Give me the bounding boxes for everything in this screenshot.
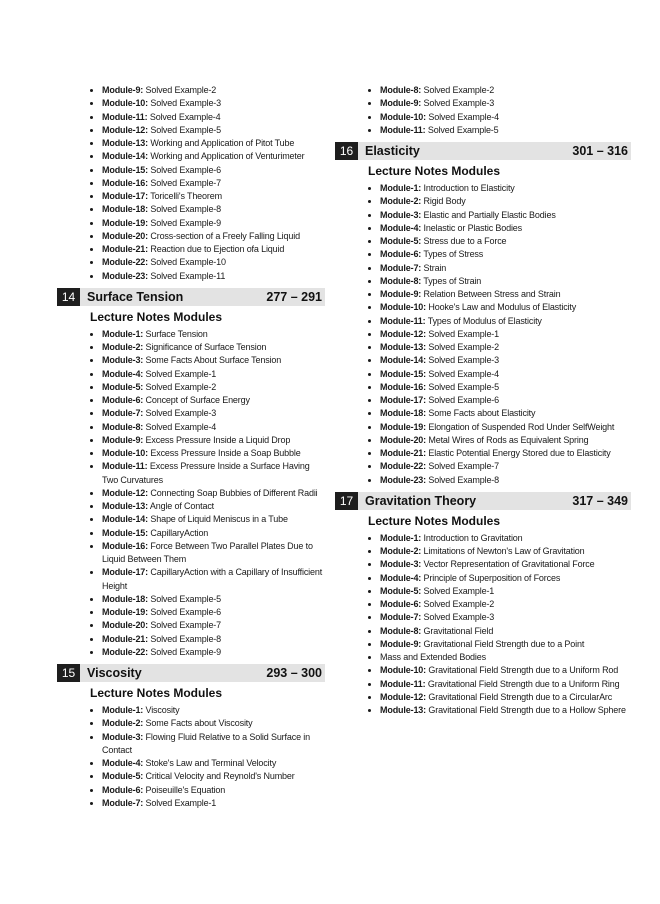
module-label: Module-6: — [102, 395, 144, 405]
module-item — [368, 651, 631, 664]
module-label: Module-19: — [102, 217, 149, 228]
module-label: Module-23: — [380, 474, 427, 485]
section-heading: Lecture Notes Modules — [368, 164, 501, 178]
module-title: Solved Example-3 — [150, 98, 222, 109]
module-label: Module-22: — [380, 461, 427, 472]
module-item — [90, 84, 325, 97]
module-label: Module-14: — [102, 151, 149, 162]
module-label: Module-11: — [380, 124, 426, 135]
module-title: Solved Example-10 — [150, 257, 226, 268]
module-label: Module-11: — [380, 315, 426, 326]
module-item — [368, 394, 631, 407]
module-item — [368, 558, 631, 571]
module-item — [368, 301, 631, 314]
chapter-title: Elasticity — [365, 144, 420, 158]
module-title: Types of Stress — [423, 249, 484, 260]
module-label: Module-7: — [380, 612, 422, 623]
module-item — [368, 195, 631, 208]
module-label: Module-12: — [380, 691, 427, 702]
module-label: Module-12: — [380, 328, 427, 339]
module-item — [368, 275, 631, 288]
module-title: CapillaryAction — [150, 527, 209, 538]
module-item — [90, 606, 325, 619]
module-title: Solved Example-6 — [428, 395, 500, 405]
module-title: Gravitational Field — [423, 625, 494, 636]
module-title: Shape of Liquid Meniscus in a Tube — [150, 514, 288, 525]
module-title: Relation Between Stress and Strain — [423, 289, 561, 299]
module-list — [57, 704, 325, 810]
section-heading: Lecture Notes Modules — [90, 686, 223, 700]
module-label: Module-14: — [102, 514, 149, 525]
module-title: Gravitational Field Strength due to a Hollow Sphere — [428, 705, 626, 715]
chapter-page-range: 317 – 349 — [572, 493, 628, 508]
module-item — [90, 124, 325, 137]
module-label: Module-6: — [380, 599, 422, 609]
module-item — [368, 235, 631, 248]
module-item — [368, 222, 631, 235]
module-title: Rigid Body — [423, 196, 466, 207]
module-label: Module-4: — [102, 758, 144, 768]
module-title: Solved Example-4 — [428, 111, 500, 122]
module-title: Solved Example-6 — [150, 607, 222, 617]
module-item — [90, 230, 325, 243]
module-title: Solved Example-6 — [150, 164, 222, 175]
module-title: Solved Example-5 — [150, 593, 222, 604]
module-list — [335, 84, 631, 137]
module-label: Module-2: — [380, 546, 422, 556]
module-item — [90, 164, 325, 177]
module-title: Solved Example-3 — [428, 355, 500, 366]
module-label: Module-10: — [380, 302, 427, 313]
module-title: Concept of Surface Energy — [145, 395, 250, 405]
module-title: Elastic and Partially Elastic Bodies — [423, 209, 556, 220]
module-label: Module-9: — [102, 85, 144, 95]
module-item — [90, 150, 325, 163]
module-item — [90, 97, 325, 110]
module-title: Solved Example-7 — [150, 620, 222, 631]
module-item — [368, 585, 631, 598]
module-label: Module-10: — [380, 111, 427, 122]
module-title: Inelastic or Plastic Bodies — [423, 222, 523, 233]
module-item — [90, 566, 325, 593]
module-title: Principle of Superposition of Forces — [423, 572, 561, 583]
module-title: Solved Example-3 — [423, 98, 495, 109]
module-label: Module-9: — [380, 289, 422, 299]
chapter-number: 15 — [57, 664, 80, 682]
module-item — [368, 97, 631, 110]
module-item — [90, 593, 325, 606]
module-label: Module-13: — [102, 138, 149, 148]
module-label: Module-4: — [380, 572, 422, 583]
chapter-number: 17 — [335, 492, 358, 510]
module-title: CapillaryAction with a Capillary of Insufficient Height — [102, 567, 323, 591]
module-item — [90, 137, 325, 150]
module-label: Module-17: — [380, 395, 427, 405]
module-title: Surface Tension — [145, 328, 208, 339]
module-label: Module-22: — [102, 257, 149, 268]
module-title: Types of Modulus of Elasticity — [427, 315, 542, 326]
module-title: Excess Pressure Inside a Soap Bubble — [150, 448, 301, 458]
module-title: Gravitational Field Strength due to a CircularArc — [428, 691, 613, 702]
section-heading: Lecture Notes Modules — [90, 309, 223, 324]
module-item — [90, 421, 325, 434]
module-label: Module-18: — [380, 408, 427, 419]
module-item — [90, 757, 325, 770]
module-title: Viscosity — [145, 705, 180, 715]
module-title: Solved Example-4 — [145, 421, 217, 432]
module-item — [368, 328, 631, 341]
module-item — [368, 572, 631, 585]
module-item — [90, 381, 325, 394]
module-item — [90, 731, 325, 758]
module-item — [90, 784, 325, 797]
module-title: Strain — [423, 262, 447, 273]
module-list — [57, 84, 325, 283]
chapter-page-range: 277 – 291 — [266, 289, 322, 304]
module-label: Module-21: — [102, 633, 149, 644]
module-item — [90, 619, 325, 632]
module-title: Gravitational Field Strength due to a Uniform Ring — [427, 678, 620, 689]
module-item — [368, 421, 631, 434]
module-title: Solved Example-8 — [150, 204, 222, 215]
module-item — [90, 434, 325, 447]
chapter-header — [335, 492, 631, 510]
chapter-page-range: 301 – 316 — [572, 144, 628, 158]
module-list — [335, 182, 631, 487]
module-label: Module-5: — [102, 771, 144, 782]
module-label: Module-16: — [102, 177, 149, 188]
module-label: Module-11: — [380, 678, 426, 689]
module-list — [57, 328, 325, 659]
module-label: Module-21: — [380, 448, 427, 458]
module-title: Solved Example-1 — [423, 585, 495, 596]
module-title: Hooke's Law and Modulus of Elasticity — [428, 302, 577, 313]
module-label: Module-2: — [102, 718, 144, 729]
module-title: Metal Wires of Rods as Equivalent Spring — [428, 434, 589, 445]
module-item — [90, 487, 325, 500]
module-title: Solved Example-3 — [145, 408, 217, 419]
module-item — [90, 190, 325, 203]
module-label: Module-9: — [380, 638, 422, 649]
module-item — [368, 381, 631, 394]
module-label: Module-9: — [380, 98, 422, 109]
module-title: Introduction to Elasticity — [423, 183, 515, 193]
module-item — [368, 598, 631, 611]
module-title: Some Facts About Surface Tension — [145, 355, 282, 366]
module-item — [368, 288, 631, 301]
module-item — [368, 532, 631, 545]
module-title: Working and Application of Pitot Tube — [150, 138, 295, 148]
module-title: Solved Example-4 — [149, 111, 221, 122]
module-item — [368, 341, 631, 354]
module-label: Module-16: — [380, 381, 427, 392]
module-item — [368, 664, 631, 677]
module-label: Module-15: — [380, 368, 427, 379]
module-item — [90, 341, 325, 354]
module-title: Solved Example-2 — [423, 599, 495, 609]
module-label: Module-7: — [102, 408, 144, 419]
module-label: Module-1: — [380, 532, 422, 543]
module-label: Module-3: — [380, 559, 422, 570]
module-item — [368, 434, 631, 447]
module-item — [90, 368, 325, 381]
module-list — [335, 532, 631, 718]
module-title: Toricelli's Theorem — [150, 191, 222, 201]
module-label: Module-8: — [380, 625, 422, 636]
module-title: Solved Example-4 — [428, 368, 500, 379]
module-title: Force Between Two Parallel Plates Due to Liquid Between Them — [102, 540, 313, 564]
module-label: Module-3: — [102, 731, 144, 742]
module-item — [90, 447, 325, 460]
module-label: Module-1: — [102, 328, 144, 339]
module-label: Module-14: — [380, 355, 427, 366]
chapter-title: Gravitation Theory — [365, 493, 477, 508]
module-item — [90, 111, 325, 124]
module-title: Introduction to Gravitation — [423, 532, 523, 543]
module-title: Types of Strain — [423, 275, 482, 286]
module-label: Module-15: — [102, 164, 149, 175]
module-title: Connecting Soap Bubbies of Different Radii — [150, 487, 318, 498]
chapter-header — [57, 664, 325, 682]
module-title: Limitations of Newton's Law of Gravitation — [423, 546, 585, 556]
module-label: Module-10: — [102, 98, 149, 109]
module-item — [90, 243, 325, 256]
module-label: Module-5: — [380, 585, 422, 596]
module-label: Module-3: — [380, 209, 422, 220]
module-item — [368, 625, 631, 638]
module-title: Excess Pressure Inside a Surface Having Two Curvatures — [102, 461, 310, 485]
module-title: Some Facts about Viscosity — [145, 718, 253, 729]
module-label: Module-3: — [102, 355, 144, 366]
module-title: Stoke's Law and Terminal Velocity — [145, 758, 277, 768]
module-title: Solved Example-1 — [145, 797, 217, 808]
module-title: Excess Pressure Inside a Liquid Drop — [145, 434, 291, 445]
module-label: Module-2: — [380, 196, 422, 207]
module-title: Elongation of Suspended Rod Under SelfWeight — [428, 421, 615, 432]
chapter-header — [57, 288, 325, 306]
module-label: Module-21: — [102, 244, 149, 254]
module-label: Module-17: — [102, 191, 149, 201]
module-item — [368, 111, 631, 124]
module-title: Critical Velocity and Reynold's Number — [145, 771, 295, 782]
module-label: Module-19: — [380, 421, 427, 432]
module-label: Module-10: — [380, 665, 427, 676]
section-heading: Lecture Notes Modules — [368, 513, 501, 528]
module-item — [90, 646, 325, 659]
chapter-number: 14 — [57, 288, 80, 306]
module-title: Mass and Extended Bodies — [380, 652, 486, 662]
module-label: Module-13: — [380, 705, 427, 715]
module-label: Module-20: — [380, 434, 427, 445]
module-label: Module-18: — [102, 593, 149, 604]
module-label: Module-9: — [102, 434, 144, 445]
module-title: Stress due to a Force — [423, 236, 507, 246]
module-label: Module-5: — [102, 381, 144, 392]
module-item — [368, 545, 631, 558]
module-item — [90, 770, 325, 783]
module-title: Gravitational Field Strength due to a Point — [423, 638, 585, 649]
module-item — [90, 540, 325, 567]
chapter-number: 16 — [335, 142, 358, 160]
module-item — [90, 217, 325, 230]
module-label: Module-13: — [102, 501, 149, 511]
module-title: Reaction due to Ejection ofa Liquid — [150, 244, 285, 254]
module-item — [368, 315, 631, 328]
module-item — [368, 84, 631, 97]
module-title: Solved Example-1 — [428, 328, 500, 339]
module-item — [90, 704, 325, 717]
module-item — [90, 270, 325, 283]
module-label: Module-11: — [102, 111, 148, 122]
module-label: Module-12: — [102, 124, 149, 135]
module-label: Module-6: — [380, 249, 422, 260]
module-label: Module-8: — [102, 421, 144, 432]
module-label: Module-18: — [102, 204, 149, 215]
module-item — [90, 513, 325, 526]
module-label: Module-4: — [380, 222, 422, 233]
module-title: Elastic Potential Energy Stored due to Elasticity — [428, 448, 611, 458]
module-item — [368, 248, 631, 261]
left-column — [57, 84, 325, 810]
module-title: Solved Example-8 — [428, 474, 500, 485]
module-title: Solved Example-2 — [145, 85, 217, 95]
module-label: Module-1: — [380, 183, 422, 193]
module-label: Module-5: — [380, 236, 422, 246]
module-label: Module-4: — [102, 368, 144, 379]
module-item — [368, 678, 631, 691]
chapter-page-range: 293 – 300 — [266, 666, 322, 680]
module-title: Solved Example-2 — [145, 381, 217, 392]
module-label: Module-6: — [102, 784, 144, 795]
module-title: Solved Example-9 — [150, 217, 222, 228]
module-label: Module-8: — [380, 85, 422, 95]
module-label: Module-16: — [102, 540, 149, 551]
module-item — [368, 262, 631, 275]
module-item — [368, 638, 631, 651]
module-item — [90, 460, 325, 487]
module-title: Flowing Fluid Relative to a Solid Surface in Contact — [102, 731, 310, 755]
module-title: Solved Example-7 — [428, 461, 500, 472]
module-item — [368, 368, 631, 381]
module-title: Cross-section of a Freely Falling Liquid — [150, 230, 300, 241]
module-item — [90, 177, 325, 190]
module-title: Angle of Contact — [149, 501, 215, 511]
module-label: Module-13: — [380, 342, 427, 352]
module-item — [368, 354, 631, 367]
module-item — [368, 460, 631, 473]
module-label: Module-19: — [102, 607, 149, 617]
module-label: Module-10: — [102, 448, 149, 458]
module-item — [90, 394, 325, 407]
module-title: Solved Example-9 — [150, 646, 222, 657]
chapter-title: Surface Tension — [87, 289, 184, 304]
module-title: Solved Example-3 — [423, 612, 495, 623]
module-label: Module-20: — [102, 230, 149, 241]
module-label: Module-7: — [380, 262, 422, 273]
module-item — [90, 354, 325, 367]
module-title: Solved Example-7 — [150, 177, 222, 188]
module-item — [90, 203, 325, 216]
module-label: Module-2: — [102, 342, 144, 352]
module-title: Solved Example-1 — [145, 368, 217, 379]
module-item — [90, 328, 325, 341]
module-item — [90, 527, 325, 540]
module-label: Module-20: — [102, 620, 149, 631]
module-title: Significance of Surface Tension — [145, 342, 267, 352]
module-title: Vector Representation of Gravitational Force — [423, 559, 595, 570]
module-item — [368, 691, 631, 704]
module-item — [368, 447, 631, 460]
module-item — [368, 704, 631, 717]
module-item — [368, 182, 631, 195]
right-column — [335, 84, 631, 717]
module-item — [368, 474, 631, 487]
module-title: Solved Example-5 — [428, 381, 500, 392]
module-item — [368, 209, 631, 222]
module-item — [368, 407, 631, 420]
module-label: Module-7: — [102, 797, 144, 808]
module-label: Module-8: — [380, 275, 422, 286]
module-label: Module-22: — [102, 646, 149, 657]
module-title: Some Facts about Elasticity — [428, 408, 536, 419]
module-title: Solved Example-8 — [150, 633, 222, 644]
module-title: Solved Example-11 — [150, 270, 226, 281]
module-item — [90, 717, 325, 730]
module-label: Module-23: — [102, 270, 149, 281]
chapter-header — [335, 142, 631, 160]
module-label: Module-12: — [102, 487, 149, 498]
module-title: Solved Example-2 — [423, 85, 495, 95]
module-item — [90, 500, 325, 513]
module-item — [368, 124, 631, 137]
module-label: Module-17: — [102, 567, 149, 578]
module-label: Module-1: — [102, 705, 144, 715]
module-item — [90, 633, 325, 646]
module-label: Module-15: — [102, 527, 149, 538]
module-title: Solved Example-5 — [427, 124, 499, 135]
module-title: Solved Example-5 — [150, 124, 222, 135]
module-title: Working and Application of Venturimeter — [150, 151, 305, 162]
module-item — [90, 407, 325, 420]
module-title: Poiseuille's Equation — [145, 784, 226, 795]
module-item — [90, 797, 325, 810]
module-label: Module-11: — [102, 461, 148, 472]
module-item — [90, 256, 325, 269]
chapter-title: Viscosity — [87, 666, 142, 680]
module-title: Solved Example-2 — [428, 342, 500, 352]
module-title: Gravitational Field Strength due to a Uniform Rod — [428, 665, 619, 676]
module-item — [368, 611, 631, 624]
